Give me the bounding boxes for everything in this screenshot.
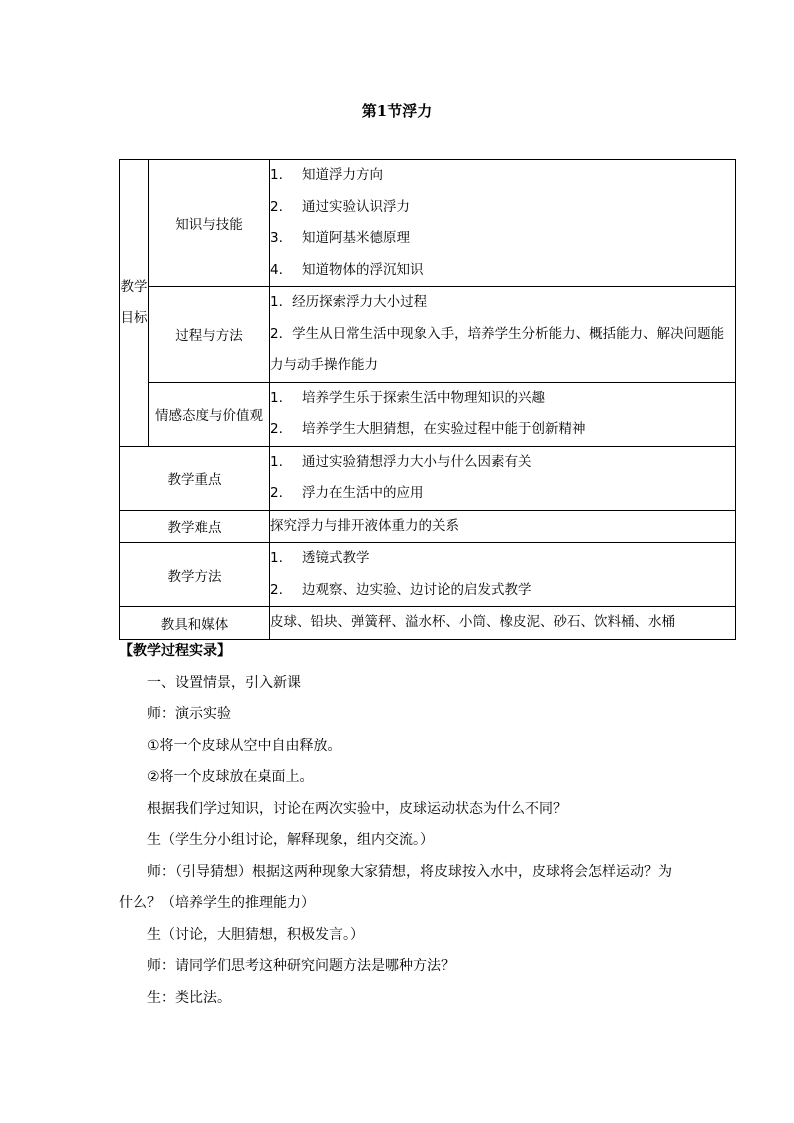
table-row bbox=[120, 607, 736, 640]
item-text: 培养学生大胆猜想，在实验过程中能于创新精神 bbox=[302, 421, 586, 437]
objectives-category-cell bbox=[120, 160, 149, 447]
paragraph: ①将一个皮球从空中自由释放。 bbox=[147, 737, 342, 754]
list-item-continuation: 力与动手操作能力 bbox=[270, 357, 378, 373]
list-item bbox=[270, 478, 735, 510]
list-item bbox=[270, 383, 735, 415]
process-content bbox=[270, 287, 736, 383]
item-text: 透镜式教学 bbox=[302, 550, 370, 566]
lesson-plan-table bbox=[119, 159, 736, 640]
knowledge-content bbox=[270, 160, 736, 287]
paragraph: 一、设置情景，引入新课 bbox=[147, 674, 301, 691]
table-row bbox=[120, 446, 736, 510]
paragraph: 师：（引导猜想）根据这两种现象大家猜想，将皮球按入水中，皮球将会怎样运动？为 bbox=[147, 863, 672, 880]
list-item bbox=[270, 160, 735, 192]
item-text: 知道浮力方向 bbox=[302, 167, 383, 183]
list-item bbox=[270, 447, 735, 479]
attitude-label: 情感态度与价值观 bbox=[149, 382, 270, 446]
item-text: 通过实验猜想浮力大小与什么因素有关 bbox=[302, 453, 532, 470]
list-item bbox=[270, 414, 735, 446]
paragraph: ②将一个皮球放在桌面上。 bbox=[147, 769, 314, 785]
knowledge-label: 知识与技能 bbox=[149, 160, 270, 287]
item-text: 浮力在生活中的应用 bbox=[302, 485, 424, 501]
paragraph: 根据我们学过知识，讨论在两次实验中，皮球运动状态为什么不同？ bbox=[147, 800, 567, 817]
list-item: 1．经历探索浮力大小过程 bbox=[270, 294, 428, 310]
paragraph-continuation: 什么？（培养学生的推理能力） bbox=[119, 895, 315, 911]
objectives-label-line2: 目标 bbox=[120, 309, 148, 326]
table-row bbox=[120, 287, 736, 383]
item-number: 2. bbox=[270, 485, 283, 501]
item-number: 2. bbox=[270, 581, 283, 598]
attitude-content bbox=[270, 382, 736, 446]
item-number: 4. bbox=[270, 261, 283, 278]
key-points-content bbox=[270, 446, 736, 510]
item-text: 边观察、边实验、边讨论的启发式教学 bbox=[302, 581, 532, 598]
item-number: 1. bbox=[270, 453, 283, 470]
methods-content bbox=[270, 543, 736, 607]
list-item bbox=[270, 543, 735, 575]
methods-label: 教学方法 bbox=[120, 543, 270, 607]
item-number: 1. bbox=[270, 389, 283, 406]
item-text: 知道物体的浮沉知识 bbox=[302, 261, 424, 278]
process-record bbox=[119, 636, 735, 1014]
item-text: 知道阿基米德原理 bbox=[302, 230, 410, 246]
item-text: 通过实验认识浮力 bbox=[302, 198, 410, 215]
list-item bbox=[270, 255, 735, 287]
table-row bbox=[120, 543, 736, 607]
item-number: 1. bbox=[270, 550, 283, 566]
page-title: 第1节浮力 bbox=[361, 102, 433, 120]
list-item bbox=[270, 192, 735, 224]
table-row bbox=[120, 382, 736, 446]
objectives-label-line1: 教学 bbox=[120, 278, 148, 295]
media-content bbox=[270, 607, 736, 640]
media-label: 教具和媒体 bbox=[120, 607, 270, 640]
item-number: 2. bbox=[270, 198, 283, 215]
media-text: 皮球、铅块、弹簧秤、溢水杯、小筒、橡皮泥、砂石、饮料桶、水桶 bbox=[270, 614, 675, 630]
list-item: 2．学生从日常生活中现象入手，培养学生分析能力、概括能力、解决问题能 bbox=[270, 325, 725, 342]
table-row bbox=[120, 160, 736, 287]
difficulty-label: 教学难点 bbox=[120, 510, 270, 543]
difficulty-text: 探究浮力与排开液体重力的关系 bbox=[270, 517, 459, 534]
difficulty-content bbox=[270, 510, 736, 543]
key-points-label: 教学重点 bbox=[120, 446, 270, 510]
process-record-heading: 【教学过程实录】 bbox=[119, 643, 231, 659]
item-number: 1. bbox=[270, 167, 283, 183]
paragraph: 生：类比法。 bbox=[147, 989, 231, 1006]
item-text: 培养学生乐于探索生活中物理知识的兴趣 bbox=[302, 389, 545, 406]
paragraph: 生（讨论，大胆猜想，积极发言。） bbox=[147, 926, 364, 943]
item-number: 2. bbox=[270, 421, 283, 437]
paragraph: 生（学生分小组讨论，解释现象，组内交流。） bbox=[147, 832, 434, 848]
item-number: 3. bbox=[270, 230, 283, 246]
list-item bbox=[270, 575, 735, 607]
paragraph: 师：请同学们思考这种研究问题方法是哪种方法？ bbox=[147, 958, 455, 974]
paragraph: 师：演示实验 bbox=[147, 706, 231, 722]
list-item bbox=[270, 223, 735, 255]
table-row bbox=[120, 510, 736, 543]
process-label: 过程与方法 bbox=[149, 287, 270, 383]
